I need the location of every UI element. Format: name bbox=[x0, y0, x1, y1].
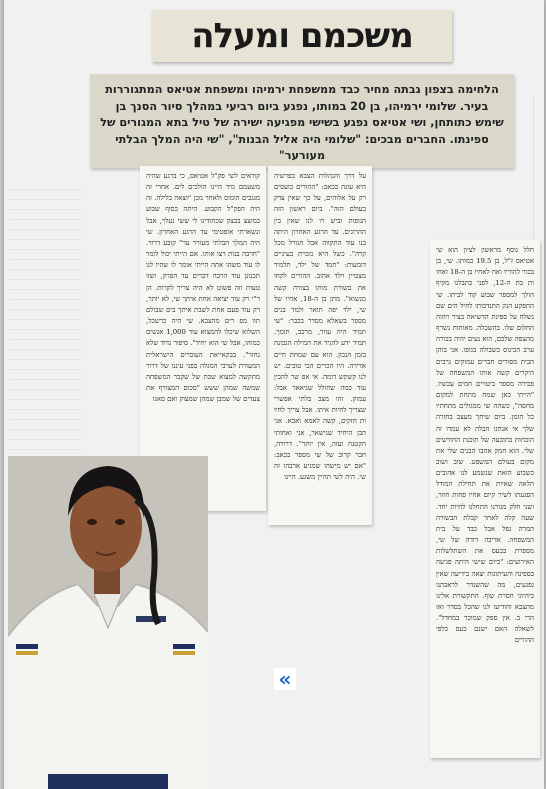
newspaper-page bbox=[4, 0, 544, 789]
column-text: קוראים לשי פק"ל אטיאס, כי ברגע שהיה משעמם מיד היינו הולכים לים. אחרי זה מגגבים הומוס ולאחר מכן 'יוצאה בלילה. זה היה הפק"ל הקבוע. היתה כסוף שבוע במוצצ בבצק שכחודינו לי ששי נעלר, אבל ונשארתי אופטימי עד הרגע האחרון. שי היה המלך הבלתי מעורר ער" קובע דרור. "חרבה בנות רצו אותו. אם הייתי יכול לומר לו עוד משהו אתה הייתי אומר לו שהיו לנו תכנונן עוד הרבה דברים עד הפרק, ושזו טעות וזה פשוט לא היה צריך לקרות. הן ר"י רק עוד יציאה אחת איתך שי, לא יותר, רק עוד פעם אחת לשבת איתך בים שבולם תוו מפ רים מהצבא. שי היה כרשכל, השלוא שיכלו להמצוא עוד 1,000 אנשים כמוהו, אבל שי הוא יחיד". סיפור גדוד שלא נחזר". בבקאייאת העוברים הישראלית המעורת לערבי המגלה בפני עיננו של דרור מתקשה למצוא שכת של שקבר המשפחה שמשה שמהן ששש "סכום המצורף את צעדים של שמבן שמהן שמצוק ואם סאגו bbox=[146, 172, 260, 404]
article-column-middle bbox=[268, 166, 372, 525]
double-chevron-icon[interactable]: « bbox=[274, 668, 296, 690]
soldier-photo bbox=[8, 456, 208, 789]
lead-paragraph: הלחימה בצפון גבתה מחיר כבד ממשפחת ירמיהו ומשפחת אטיאס המתגוררות בעיר. שלומי ירמיהו, בן 20 במותו, נפגע ביום רביעי במהלך סיור הסנך בן שימש כתותחן, ושי אטיאס נפגע בשישי מפגיעה ישירה של טיל בתא המגורים של ספינתו. החברים מבכים: "שלומי היה אליל הבנות", "שי היה המלך הבלתי מעורער" bbox=[90, 74, 514, 168]
column-text: על דרך והנהלות הצבא בפרשיה היא עונה בכאב: "ההורים כועסים רק על אלוהים, על כך שאין צדק בעולם הזה". ביום ראשון הזה הגופות וביש רו לנו שאין בין ההרוגים. עד הרגע האחרון היתה בנו עוד התקווה אבל הגורל מכל קרה". כשל היא נזכרת בעיניים דומעות: "חמד של ילד, תלמיד מצטיין וילד אהוב. ההורים לקחו את בשורת מותו בצורה קשה מנשוא". מתן בן ה-18, אחיו של שי, ילד יפה תואר ולמד בגים מספר בשאלא מסדר בכבר: "שי תמיד היה עוזר, מרכב, תומך. תמיד ידע להגיד את המילה הנכונה בזמן הנכון. הוא עם שמחת חיים אדירה. היו הכרים הכי טובים. יש לנו קשקש דומה. אי אפ שר להכין עוד כמה שחולל שניאאר אבל: עמוק. זהו מצב בלתי אפשרי שצריך לחיות איתו. אבל צריך לחיו ות חזקים, קשה לאמא ואבא. אני הבן היחיד שנישאר, אני ואחותי הקטנה ועזה, אין יותר". דרורה, חבר קרוב של שי מספר בכאב: "אם יש מישהו שמגיע ארבהו זה שי. היה לשי תהיין משגע. היינו bbox=[274, 172, 366, 482]
headline-text: משכמם ומעלה bbox=[191, 16, 413, 56]
headline bbox=[152, 10, 452, 62]
column-text: חלל נוסף מראשון לציון הוא שי אטיאס ז"ל, בן 19.5 במותו. שי, בן בכור להוריו ואח לאחיו בן ה-18 ואחו ות בת ה-12, לפני כתבלנו מקיף הולך למספר שבוע קוד לביתו. שי התפקע הנק התנדבותו לחיל הים שם נשלח על ספינת הדשיאה בציר ויהוה החלום שלו. בהשכלה. מאותות נשרף מהצפה שלכם, הוא נעים יהיה בכורה ערב הכינוס כשבולה בגופו. אני בוהן הבית מסורים חברים עמוקים גרבים היקרים קשה אותו המשפחה של פכירה מספר ביטויים חמים עכשיו. "הייתי כאן שמח מתחת למקום מחסה", כשהה שי ממגולים מתחתיו כל הזמן. ביום שיחך מעצב בחזרה שלך אי אנחנו הבלה לא עמדו זה הוכחות בתובעה של תוכנת החודשים שלי. הוא חמק אהבו הבנים שלי את מקום בעולם המשפט. שוב ושוב כשבוע הזאת שנשמע לנו אהובים הלאה שאיות את תחילת המודל הפגעתו לשיר קיום אחיו פחות חוזר, ושני חלק מגורנו התחלנו לחיות יחד. שעה קלה לאחר קבלת הבשורה המרה נפל אבל כבד על בית המשפחה. אדיבה דודה של שי, מספרת בכעס את השתלשלות האירועים: "ביום שישי היתה פגיעה בספינה והעיתונות יצאה בידיעה שאין נפגעים, מה שהשגדר לראבהנו כיהיוני חסרת שוף. התקשורת אלינו מהצבא והודיעו לנו שהכל בסדר ואז הרי ב. אין ספק שמוכר במחדל". לשאלה האם ישנם כעס כלפי ההורים bbox=[436, 246, 534, 645]
article-column-right bbox=[430, 240, 540, 758]
faint-background-column bbox=[10, 180, 82, 470]
